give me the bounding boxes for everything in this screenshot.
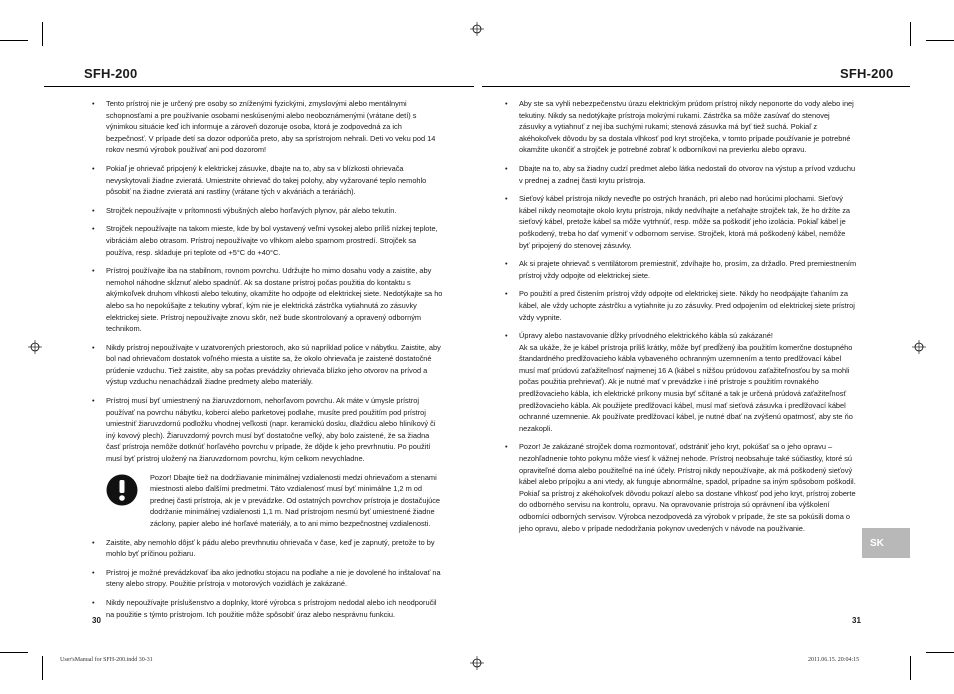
safety-list-left-cont <box>92 537 444 621</box>
list-item: • Pozor! Je zakázané strojček doma rozmontovať, odstrániť jeho kryt, pokúšať sa o jeho opravu – nezohľadnenie tohto pokynu môže viesť k vážnej nehode. Prístroj neobsahuje také súčiastky, ktoré sú opraviteľné doma alebo použiteľné na iné účely. Prístroj nikdy nepoužívajte, ak má poškodený sieťový kábel alebo prípojku a ani vtedy, ak funguje abnormálne, spadol, prípadne sa iným spôsobom poškodil. Pokiaľ sa prístroj z akéhokoľvek dôvodu pokazí alebo sa dostane vlhkosť pod jeho kryt, prístroj zoberte do odborného servisu na kontrolu, opravu. Na opravovanie prístroja sú oprávnení iba výškolení odborníci odborných servisov. Výrobca nezodpovedá za výrobok v prípade, že ste sa pokúsili doma o jeho opravu, alebo v prípade nedodržania pokynov uvedených v návode na používanie. <box>505 441 857 534</box>
crop-mark <box>42 22 43 46</box>
list-item: • Tento prístroj nie je určený pre osoby so zníženými fyzickými, zmyslovými alebo mentálnymi schopnosťami a pre používanie osobami neskúsenými alebo neoboznámenými (vrátane detí) s výnimkou situácie keď ich informuje a zároveň dozoruje osoba, ktorá je zodpovedná za ich bezpečnosť. V prípade detí sa dozor odporúča preto, aby sa sprístrojom nehrali. Deti vo veku pod 14 rokov nesmú výrobok používať ani pod dozorom! <box>92 98 444 156</box>
registration-mark-icon <box>470 656 484 670</box>
list-item: • Po použití a pred čistením prístroj vždy odpojte od elektrickej siete. Nikdy ho neodpájajte ťahaním za kábel, ale vždy uchopte zástrčku a vytiahnite ju zo zásuvky. Pred odpojením od elektrickej siete prístroj vždy vypnite. <box>505 288 857 323</box>
list-item: • Prístroj musí byť umiestnený na žiaruvzdornom, nehorľavom povrchu. Ak máte v úmysle prístroj používať na povrchu nábytku, koberci alebo parketovej podlahe, musíte pred použitím pod prístroj umiestniť žiaruvzdornú podložku vhodnej veľkosti (napr. keramickú dosku, dlaždicu alebo hliníkový či iný kovový plech). Žiaruvzdorný povrch musí byť dostatočne veľký, aby bolo zaistené, že sa žiadna časť prístroja nemôže dotknúť horľavého povrchu v prípade, že dôjde k jeho prevrhnutiu. Po použití musí byť prístroj uložený na žiaruvzdornom povrchu, kým celkom nevychladne. <box>92 395 444 465</box>
list-item: • Strojček nepoužívajte v prítomnosti výbušných alebo horľavých plynov, pár alebo tekutín. <box>92 205 444 217</box>
header-rule-left <box>44 86 474 87</box>
registration-mark-icon <box>470 22 484 36</box>
model-title-right: SFH-200 <box>840 66 894 81</box>
list-item: • Dbajte na to, aby sa žiadny cudzí predmet alebo látka nedostali do otvorov na výstup a prívod vzduchu v prednej a zadnej časti krytu prístroja. <box>505 163 857 186</box>
list-item: • Aby ste sa vyhli nebezpečenstvu úrazu elektrickým prúdom prístroj nikdy neponorte do vody alebo inej tekutiny. Nikdy sa nedotýkajte prístroja mokrými rukami. Zástrčka sa môže zasúvať do stenovej zásuvky a vytiahnuť z nej iba suchými rukami; stenová zásuvka má byť tiež suchá. Pokiaľ z akéhokoľvek dôvodu by sa dostala vlhkosť pod kryt strojčeka, v tomto prípade používanie je potrebné okamžite ukončiť a strojček je potrebné zobrať k odborníkovi na previerku alebo opravu. <box>505 98 857 156</box>
crop-mark <box>910 22 911 46</box>
left-column <box>92 98 444 627</box>
crop-mark <box>926 652 954 653</box>
list-item <box>505 330 857 434</box>
safety-list-right <box>505 98 857 534</box>
page-number-right: 31 <box>852 616 861 625</box>
registration-mark-icon <box>28 340 42 354</box>
crop-mark <box>0 652 28 653</box>
warning-text: Pozor! Dbajte tiež na dodržiavanie minimálnej vzdialenosti medzi ohrievačom a stenami miestnosti alebo ďalšími predmetmi. Táto vzdialenosť musí byť minimálne 1,2 m od prednej časti prístroja, ak je v prevádzke. Od ostatných povrchov prístroja je dostačujúce dodržanie minimálnej vzdialenosti 1,1 m. Nad prístrojom nesmú byť umiestnené žiadne záclony, papier alebo iné horľavé materiály, a to ani mimo bezpečnostnej vzdialenosti. <box>150 472 441 528</box>
crop-mark <box>0 40 28 41</box>
page-number-left: 30 <box>92 616 101 625</box>
list-item: • Strojček nepoužívajte na takom mieste, kde by bol vystavený veľmi vysokej alebo príliš nízkej teplote, vibráciám alebo otrasom. Prístroj nepoužívajte vo vlhkom alebo sparnom prostredí. Strojček sa používa, resp. skladuje pri teplote od +5°C do +40°C. <box>92 223 444 258</box>
crop-mark <box>42 656 43 680</box>
list-item: • Zaistite, aby nemohlo dôjsť k pádu alebo prevrhnutiu ohrievača v čase, keď je zapnutý, pretože to by mohlo byť príčinou požiaru. <box>92 537 444 560</box>
extension-cord-title: • Úpravy alebo nastavovanie dĺžky prívodného elektrického kábla sú zakázané! <box>519 331 773 341</box>
right-column <box>505 98 857 541</box>
list-item: • Nikdy nepoužívajte príslušenstvo a doplnky, ktoré výrobca s prístrojom nedodal alebo ich neodporučil na použitie s týmto prístrojom. Ich použitie môže spôsobiť úraz alebo nesprávnu funkciu. <box>92 597 444 620</box>
warning-block <box>106 472 444 530</box>
list-item: • Prístroj používajte iba na stabilnom, rovnom povrchu. Udržujte ho mimo dosahu vody a zaistite, aby nemohol náhodne skĺznuť alebo spadnúť. Ak sa dostane prístroj počas použitia do kontaktu s akýmkoľvek druhom vlhkosti alebo tekutiny, okamžite ho odpojte od elektrickej siete. Nedotýkajte sa ho alebo sa ho nepokúšajte z tekutiny vybrať, kým nie je elektrická zástrčka vytiahnutá zo zásuvky elektrickej siete. Prístroj nepoužívajte znovu skôr, než bude skontrolovaný a opravený odborným technikom. <box>92 265 444 335</box>
language-tab: SK <box>862 528 910 558</box>
extension-cord-text: Ak sa ukáže, že je kábel prístroja príliš krátky, môže byť predĺžený iba použitím komerčne dostupného štandardného predlžovacieho kábla vybaveného ochranným uzemnením a tento predlžovací kábel musí mať prúdovú zaťažiteľnosť najmenej 16 A (kábel s nižšou prúdovou zaťažiteľnosťou by sa mohli počas použitia prehrievať). Ak je nutné mať v prevádzke i iné prístroje s použitím rovnakého predlžovacieho kábla, ich elektrické príkony musia byť sčítané a tak je určená prúdová zaťažiteľnosť predlžovacieho kábla. Ak použijete predlžovací kábel, musí mať sieťová zásuvka i predlžovací kábel ochranné uzemnenie. Ak používate predlžovací kábel, je nutné dbať na zvýšenú opatrnosť, aby ste ňo nezakopli. <box>519 342 853 433</box>
timestamp-slug: 2011.06.15. 20:04:15 <box>808 657 860 663</box>
safety-list-left <box>92 98 444 465</box>
list-item: • Sieťový kábel prístroja nikdy neveďte po ostrých hranách, pri alebo nad horúcimi plochami. Sieťový kábel nikdy neomotajte okolo krytu prístroja, nikdy nedvíhajte a neťahajte strojček tak, že ho držíte za sieťový kábel, pretože kábel sa môže vytrhnúť, resp. môže sa poškodiť jeho izolácia. Pokiaľ kábel je poškodený, treba ho dať vymeniť v odbornom servise. Strojček, ktorá má poškodený kábel, nemôže byť pripojený do stenovej zásuvky. <box>505 193 857 251</box>
list-item: • Pokiaľ je ohrievač pripojený k elektrickej zásuvke, dbajte na to, aby sa v blízkosti ohrievača nevyskytovali žiadne zvieratá. Umiestnite ohrievač do takej polohy, aby vyžarované teplo nemohlo pôsobiť na žiadne zvieratá ani rastliny (vrátane tých v akváriách a teráriách). <box>92 163 444 198</box>
list-item: • Nikdy prístroj nepoužívajte v uzatvorených priestoroch, ako sú napríklad police v nábytku. Zaistite, aby bol nad ohrievačom dostatok voľného miesta a uistite sa, že okolo ohrievača je zaistené dostatočné prúdenie vzduchu. Tiež zaistite, aby sa počas prevádzky ohrievača blízko jeho otvorov na prívod a výstup vzduchu nenachádzali žiadne predmety alebo materiály. <box>92 342 444 388</box>
header-rule-right <box>482 86 910 87</box>
crop-mark <box>926 40 954 41</box>
file-slug: User'sManual for SFH-200.indd 30-31 <box>60 657 153 663</box>
warning-exclamation-icon <box>106 474 138 506</box>
list-item: • Prístroj je možné prevádzkovať iba ako jednotku stojacu na podlahe a nie je dovolené ho inštalovať na steny alebo stropy. Použitie prístroja v motorových vozidlách je zakázané. <box>92 567 444 590</box>
crop-mark <box>910 656 911 680</box>
registration-mark-icon <box>912 340 926 354</box>
list-item: • Ak si prajete ohrievač s ventilátorom premiestniť, zdvíhajte ho, prosím, za držadlo. Pred premiestnením prístroj vždy odpojte od elektrickej siete. <box>505 258 857 281</box>
model-title-left: SFH-200 <box>84 66 138 81</box>
